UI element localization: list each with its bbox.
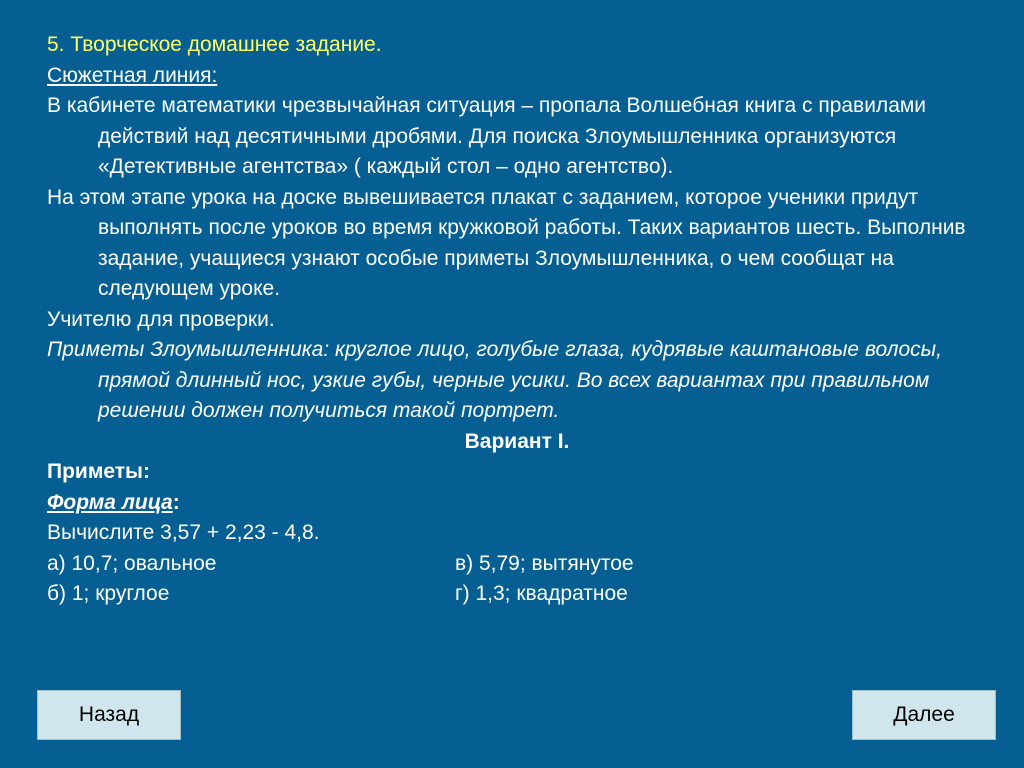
face-shape-colon: :: [172, 490, 180, 514]
signs-label: Приметы:: [47, 460, 150, 483]
culprit-signs-paragraph: Приметы Злоумышленника: круглое лицо, голубые глаза, кудрявые каштановые волосы, прямой длинный нос, узкие губы, черные усики. Во всех вариантах при правильном решении должен получиться такой портрет.: [47, 338, 942, 422]
next-button[interactable]: Далее: [852, 690, 996, 740]
back-button[interactable]: Назад: [37, 690, 181, 740]
slide-content: [47, 30, 987, 610]
task-text: Вычислите 3,57 + 2,23 - 4,8.: [47, 521, 320, 544]
teacher-note: Учителю для проверки.: [47, 307, 275, 331]
lesson-stage-paragraph: На этом этапе урока на доске вывешивается плакат с заданием, которое ученики придут выполнять после уроков во время кружковой работы. Таких вариантов шесть. Выполнив задание, учащиеся узнают особые приметы Злоумышленника, о чем сообщат на следующем уроке.: [47, 185, 966, 300]
options-row-2: [47, 579, 987, 610]
options-row-1: [47, 549, 987, 580]
variant-heading: Вариант I.: [464, 429, 570, 453]
face-shape-label: Форма лица: [47, 490, 173, 514]
option-b: б) 1; круглое: [47, 582, 170, 605]
storyline-paragraph: В кабинете математики чрезвычайная ситуация – пропала Волшебная книга с правилами действий над десятичными дробями. Для поиска Злоумышленника организуются «Детективные агентства» ( каждый стол – одно агентство).: [47, 94, 927, 178]
slide-title: 5. Творческое домашнее задание.: [47, 33, 382, 56]
option-g: г) 1,3; квадратное: [455, 582, 628, 605]
face-shape-line: [47, 488, 987, 519]
option-a: а) 10,7; овальное: [47, 551, 217, 575]
option-v: в) 5,79; вытянутое: [455, 551, 634, 575]
storyline-label: Сюжетная линия:: [47, 63, 218, 87]
